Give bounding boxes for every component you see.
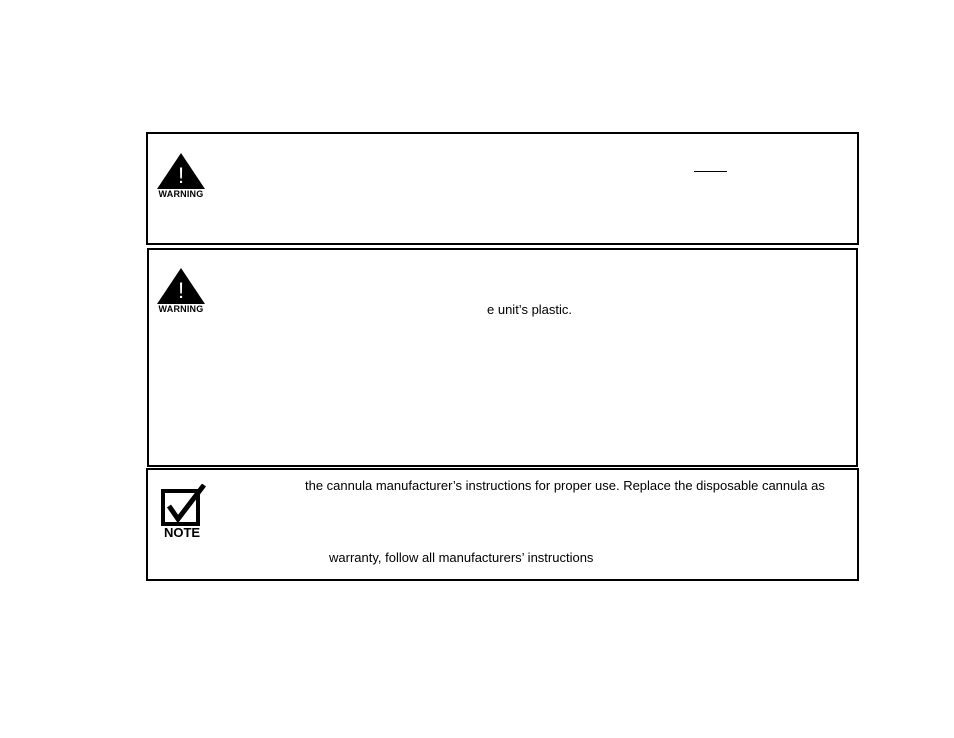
warning-label: WARNING bbox=[158, 189, 204, 199]
note-icon-group bbox=[160, 484, 208, 544]
checkbox-check-icon bbox=[160, 484, 208, 526]
warning-label: WARNING bbox=[158, 304, 204, 314]
warning-icon-group bbox=[154, 152, 208, 202]
note-text-line-2: warranty, follow all manufacturers’ instructions bbox=[329, 550, 594, 565]
warning-box-1 bbox=[146, 132, 859, 245]
note-label: NOTE bbox=[163, 525, 201, 540]
svg-text:!: ! bbox=[177, 163, 185, 188]
warning-triangle-icon bbox=[156, 267, 206, 305]
underline-rule bbox=[694, 171, 727, 172]
warning-icon-group bbox=[154, 267, 208, 317]
warning-box-2 bbox=[147, 248, 858, 467]
note-box bbox=[146, 468, 859, 581]
svg-text:!: ! bbox=[177, 278, 185, 303]
note-text-line-1: the cannula manufacturer’s instructions for proper use. Replace the disposable cannula as bbox=[305, 478, 825, 493]
warning-triangle-icon bbox=[156, 152, 206, 190]
warning-text: e unit’s plastic. bbox=[487, 302, 573, 317]
